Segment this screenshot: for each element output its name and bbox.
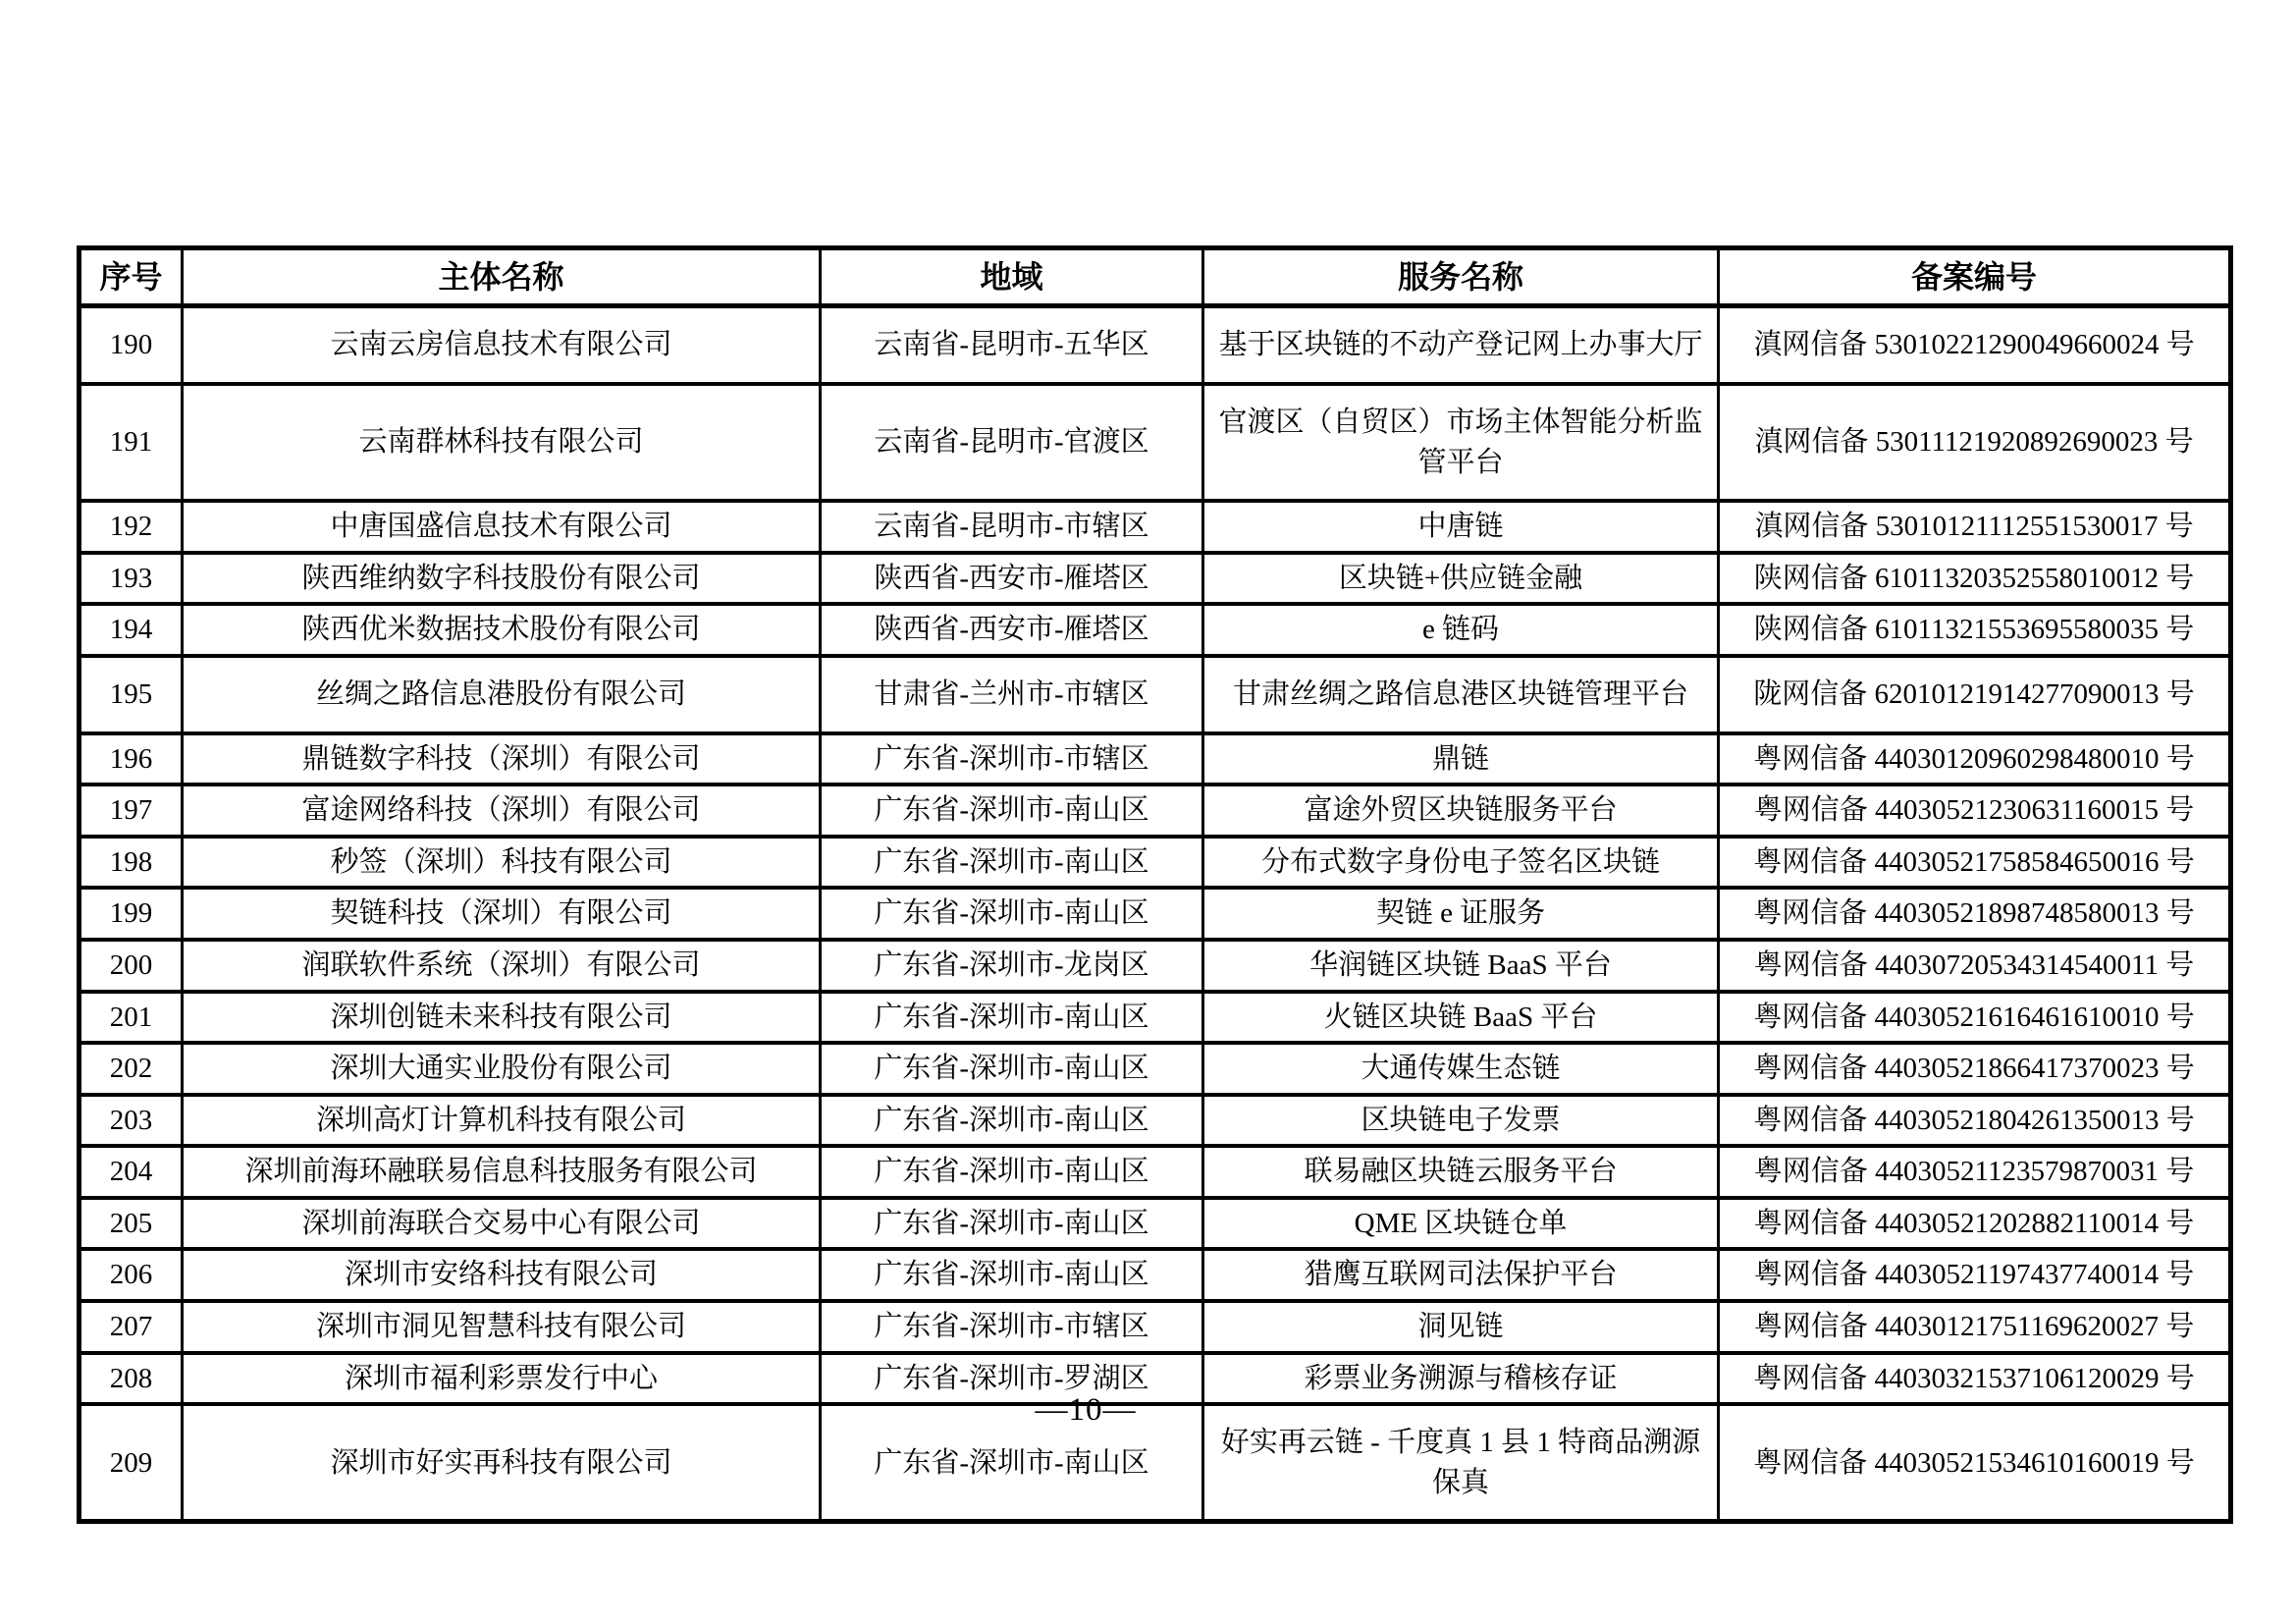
cell-seq: 199 <box>80 888 183 940</box>
cell-entity: 深圳前海联合交易中心有限公司 <box>183 1198 821 1250</box>
table-row <box>80 992 2231 1044</box>
cell-entity: 深圳前海环融联易信息科技服务有限公司 <box>183 1146 821 1198</box>
cell-entity: 秒签（深圳）科技有限公司 <box>183 837 821 889</box>
cell-service: 洞见链 <box>1203 1301 1719 1353</box>
cell-service: 官渡区（自贸区）市场主体智能分析监管平台 <box>1203 384 1719 501</box>
cell-service: 好实再云链 - 千度真 1 县 1 特商品溯源保真 <box>1203 1404 1719 1522</box>
cell-seq: 207 <box>80 1301 183 1353</box>
cell-filing: 粤网信备 44030521197437740014 号 <box>1719 1249 2231 1301</box>
cell-service: 契链 e 证服务 <box>1203 888 1719 940</box>
cell-filing: 陕网信备 61011320352558010012 号 <box>1719 553 2231 605</box>
table-body <box>80 306 2231 1522</box>
cell-region: 广东省-深圳市-市辖区 <box>821 1301 1203 1353</box>
cell-filing: 粤网信备 44030521804261350013 号 <box>1719 1095 2231 1147</box>
cell-service: 基于区块链的不动产登记网上办事大厅 <box>1203 306 1719 384</box>
cell-region: 云南省-昆明市-官渡区 <box>821 384 1203 501</box>
cell-filing: 滇网信备 53011121920892690023 号 <box>1719 384 2231 501</box>
table-row <box>80 1249 2231 1301</box>
column-header-filing: 备案编号 <box>1719 248 2231 306</box>
cell-entity: 中唐国盛信息技术有限公司 <box>183 501 821 553</box>
cell-seq: 198 <box>80 837 183 889</box>
cell-seq: 205 <box>80 1198 183 1250</box>
cell-service: 鼎链 <box>1203 733 1719 785</box>
table-row <box>80 501 2231 553</box>
cell-filing: 陕网信备 61011321553695580035 号 <box>1719 604 2231 656</box>
table-row <box>80 1146 2231 1198</box>
column-header-service: 服务名称 <box>1203 248 1719 306</box>
cell-entity: 深圳市福利彩票发行中心 <box>183 1353 821 1405</box>
column-header-region: 地域 <box>821 248 1203 306</box>
table-row <box>80 553 2231 605</box>
cell-service: 猎鹰互联网司法保护平台 <box>1203 1249 1719 1301</box>
cell-entity: 陕西优米数据技术股份有限公司 <box>183 604 821 656</box>
cell-seq: 204 <box>80 1146 183 1198</box>
table-row <box>80 733 2231 785</box>
cell-region: 广东省-深圳市-南山区 <box>821 1043 1203 1095</box>
table-row <box>80 384 2231 501</box>
cell-region: 广东省-深圳市-市辖区 <box>821 733 1203 785</box>
cell-entity: 深圳高灯计算机科技有限公司 <box>183 1095 821 1147</box>
cell-service: 分布式数字身份电子签名区块链 <box>1203 837 1719 889</box>
cell-service: 甘肃丝绸之路信息港区块链管理平台 <box>1203 656 1719 733</box>
cell-region: 广东省-深圳市-南山区 <box>821 1249 1203 1301</box>
cell-service: 火链区块链 BaaS 平台 <box>1203 992 1719 1044</box>
cell-service: 富途外贸区块链服务平台 <box>1203 785 1719 837</box>
cell-service: 彩票业务溯源与稽核存证 <box>1203 1353 1719 1405</box>
cell-seq: 202 <box>80 1043 183 1095</box>
column-header-entity: 主体名称 <box>183 248 821 306</box>
cell-service: 联易融区块链云服务平台 <box>1203 1146 1719 1198</box>
cell-region: 云南省-昆明市-市辖区 <box>821 501 1203 553</box>
cell-entity: 富途网络科技（深圳）有限公司 <box>183 785 821 837</box>
cell-seq: 209 <box>80 1404 183 1522</box>
cell-filing: 粤网信备 44030720534314540011 号 <box>1719 940 2231 992</box>
cell-service: 中唐链 <box>1203 501 1719 553</box>
cell-region: 陕西省-西安市-雁塔区 <box>821 553 1203 605</box>
cell-service: 华润链区块链 BaaS 平台 <box>1203 940 1719 992</box>
cell-entity: 深圳大通实业股份有限公司 <box>183 1043 821 1095</box>
cell-entity: 云南群林科技有限公司 <box>183 384 821 501</box>
blockchain-filing-table <box>77 245 2233 1524</box>
cell-region: 陕西省-西安市-雁塔区 <box>821 604 1203 656</box>
cell-region: 广东省-深圳市-罗湖区 <box>821 1353 1203 1405</box>
cell-filing: 粤网信备 44030521123579870031 号 <box>1719 1146 2231 1198</box>
cell-service: 区块链+供应链金融 <box>1203 553 1719 605</box>
table-row <box>80 940 2231 992</box>
cell-filing: 粤网信备 44030521202882110014 号 <box>1719 1198 2231 1250</box>
cell-region: 广东省-深圳市-南山区 <box>821 888 1203 940</box>
table-row <box>80 888 2231 940</box>
table-row <box>80 785 2231 837</box>
cell-region: 广东省-深圳市-南山区 <box>821 992 1203 1044</box>
cell-entity: 契链科技（深圳）有限公司 <box>183 888 821 940</box>
cell-entity: 云南云房信息技术有限公司 <box>183 306 821 384</box>
cell-entity: 鼎链数字科技（深圳）有限公司 <box>183 733 821 785</box>
cell-filing: 滇网信备 53010121112551530017 号 <box>1719 501 2231 553</box>
table-row <box>80 1198 2231 1250</box>
cell-region: 甘肃省-兰州市-市辖区 <box>821 656 1203 733</box>
cell-region: 广东省-深圳市-南山区 <box>821 1095 1203 1147</box>
table-header-row <box>80 248 2231 306</box>
table-row <box>80 1095 2231 1147</box>
cell-region: 云南省-昆明市-五华区 <box>821 306 1203 384</box>
cell-region: 广东省-深圳市-南山区 <box>821 837 1203 889</box>
cell-seq: 193 <box>80 553 183 605</box>
cell-seq: 192 <box>80 501 183 553</box>
cell-entity: 深圳创链未来科技有限公司 <box>183 992 821 1044</box>
cell-filing: 粤网信备 44030521758584650016 号 <box>1719 837 2231 889</box>
table-row <box>80 656 2231 733</box>
cell-filing: 陇网信备 62010121914277090013 号 <box>1719 656 2231 733</box>
cell-region: 广东省-深圳市-南山区 <box>821 1146 1203 1198</box>
cell-region: 广东省-深圳市-龙岗区 <box>821 940 1203 992</box>
cell-filing: 滇网信备 53010221290049660024 号 <box>1719 306 2231 384</box>
cell-entity: 陕西维纳数字科技股份有限公司 <box>183 553 821 605</box>
cell-entity: 丝绸之路信息港股份有限公司 <box>183 656 821 733</box>
table-row <box>80 604 2231 656</box>
cell-seq: 197 <box>80 785 183 837</box>
table-row <box>80 1043 2231 1095</box>
cell-filing: 粤网信备 44030321537106120029 号 <box>1719 1353 2231 1405</box>
cell-entity: 深圳市安络科技有限公司 <box>183 1249 821 1301</box>
cell-entity: 润联软件系统（深圳）有限公司 <box>183 940 821 992</box>
cell-service: 大通传媒生态链 <box>1203 1043 1719 1095</box>
cell-filing: 粤网信备 44030521230631160015 号 <box>1719 785 2231 837</box>
cell-region: 广东省-深圳市-南山区 <box>821 1198 1203 1250</box>
cell-region: 广东省-深圳市-南山区 <box>821 785 1203 837</box>
cell-filing: 粤网信备 44030521866417370023 号 <box>1719 1043 2231 1095</box>
cell-entity: 深圳市洞见智慧科技有限公司 <box>183 1301 821 1353</box>
cell-filing: 粤网信备 44030521534610160019 号 <box>1719 1404 2231 1522</box>
table-row <box>80 1301 2231 1353</box>
cell-filing: 粤网信备 44030521616461610010 号 <box>1719 992 2231 1044</box>
cell-filing: 粤网信备 44030521898748580013 号 <box>1719 888 2231 940</box>
cell-filing: 粤网信备 44030121751169620027 号 <box>1719 1301 2231 1353</box>
cell-entity: 深圳市好实再科技有限公司 <box>183 1404 821 1522</box>
cell-seq: 208 <box>80 1353 183 1405</box>
table-row <box>80 837 2231 889</box>
cell-seq: 191 <box>80 384 183 501</box>
cell-seq: 195 <box>80 656 183 733</box>
cell-seq: 190 <box>80 306 183 384</box>
cell-seq: 203 <box>80 1095 183 1147</box>
cell-seq: 206 <box>80 1249 183 1301</box>
cell-seq: 200 <box>80 940 183 992</box>
page-number: —10— <box>1035 1392 1137 1428</box>
cell-service: 区块链电子发票 <box>1203 1095 1719 1147</box>
table-row <box>80 306 2231 384</box>
cell-seq: 201 <box>80 992 183 1044</box>
cell-filing: 粤网信备 44030120960298480010 号 <box>1719 733 2231 785</box>
column-header-seq: 序号 <box>80 248 183 306</box>
cell-seq: 196 <box>80 733 183 785</box>
cell-service: e 链码 <box>1203 604 1719 656</box>
cell-region: 广东省-深圳市-南山区 <box>821 1404 1203 1522</box>
cell-service: QME 区块链仓单 <box>1203 1198 1719 1250</box>
cell-seq: 194 <box>80 604 183 656</box>
